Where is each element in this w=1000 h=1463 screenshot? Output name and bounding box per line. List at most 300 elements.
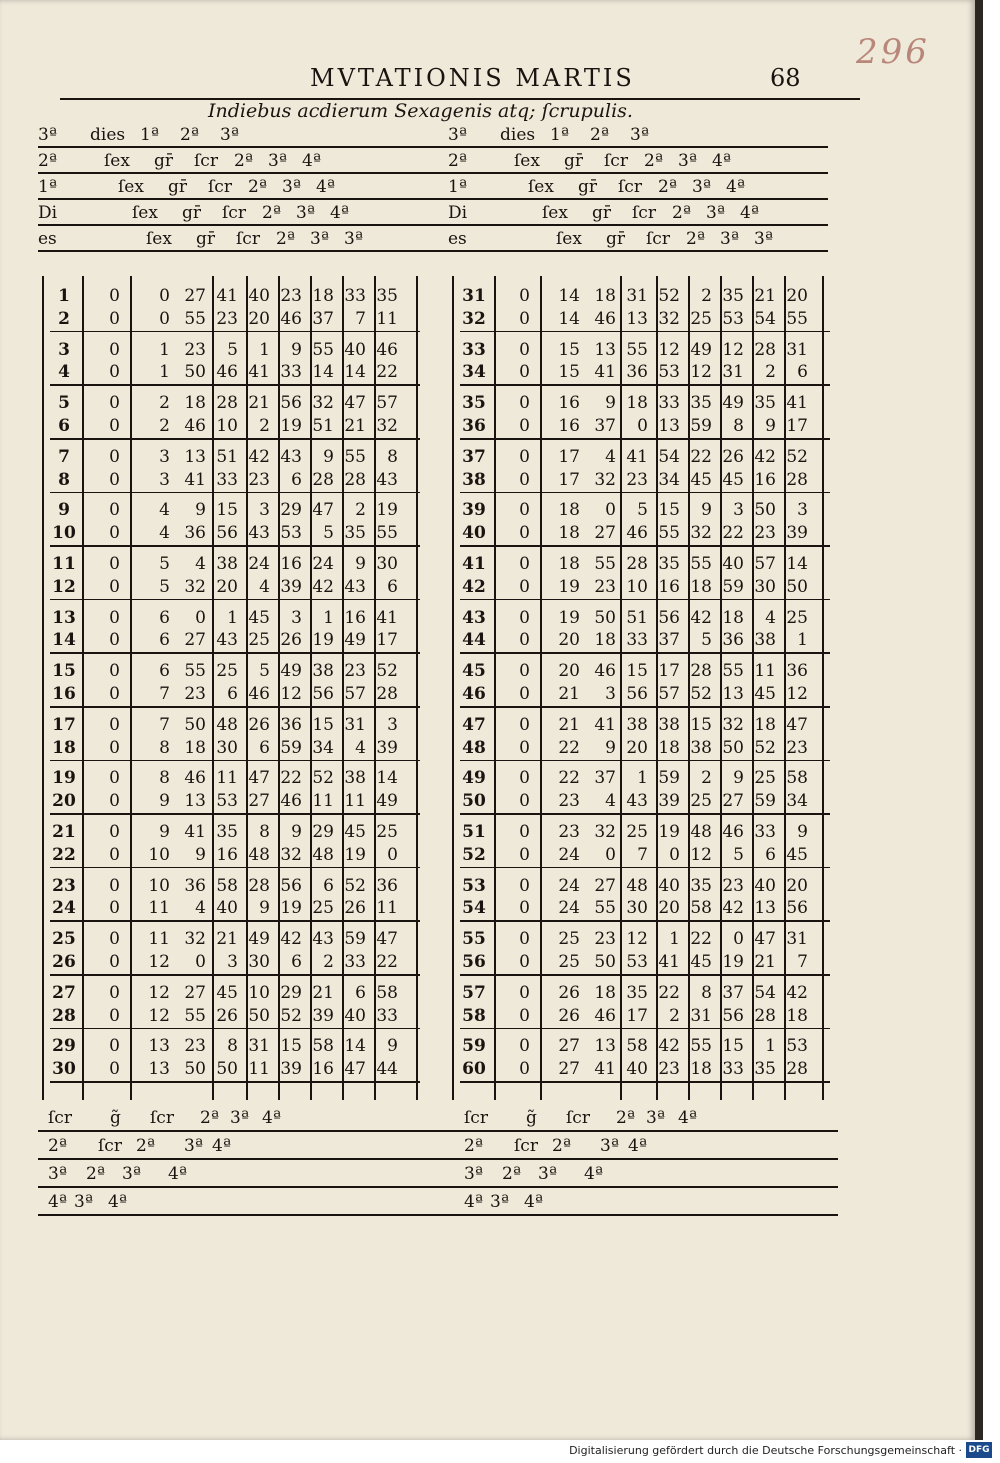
table-cell: 12: [722, 339, 744, 360]
table-cell: 9: [733, 768, 744, 789]
table-cell: 3: [227, 952, 238, 972]
column-rule: [374, 276, 376, 1100]
table-cell: 13: [594, 339, 616, 360]
table-cell: 25: [558, 929, 580, 950]
table-cell: 30: [626, 898, 648, 919]
table-cell: 41: [594, 1059, 616, 1080]
bottom-label-right: 4ª: [464, 1192, 483, 1212]
table-cell: 55: [594, 554, 616, 574]
day-number: 33: [462, 339, 486, 360]
table-cell: 30: [376, 554, 398, 574]
table-cell: 34: [786, 791, 808, 812]
table-cell: 41: [248, 362, 270, 383]
table-cell: 23: [594, 576, 616, 597]
table-cell: 41: [184, 469, 206, 490]
table-cell: 1: [637, 768, 648, 789]
table-cell: 40: [754, 875, 776, 896]
table-cell: 19: [312, 630, 334, 651]
table-cell: 50: [184, 1059, 206, 1080]
table-cell: 25: [558, 952, 580, 972]
table-cell: 6: [259, 737, 270, 758]
group-rule: [50, 492, 420, 494]
table-cell: 50: [184, 362, 206, 383]
header-label-right: ſex: [528, 177, 554, 197]
table-cell: 49: [280, 661, 302, 682]
table-cell: 41: [594, 362, 616, 383]
table-cell: 19: [658, 822, 680, 842]
table-cell: 32: [690, 523, 712, 544]
table-cell: 9: [605, 737, 616, 758]
page-number: 68: [770, 64, 801, 92]
table-cell: 56: [280, 393, 302, 414]
table-cell: 17: [558, 469, 580, 490]
table-cell: 45: [248, 607, 270, 628]
header-rule: [38, 224, 828, 226]
table-cell: 32: [280, 844, 302, 865]
header-label-right: gr̄: [592, 203, 612, 223]
header-label-right: 2ª: [658, 177, 677, 197]
table-cell: 6: [765, 844, 776, 865]
table-cell: 0: [109, 1005, 120, 1026]
day-number: 30: [52, 1059, 76, 1080]
table-cell: 41: [658, 952, 680, 972]
table-cell: 33: [344, 286, 366, 306]
table-cell: 34: [658, 469, 680, 490]
bottom-label: 4ª: [262, 1108, 281, 1128]
table-cell: 38: [344, 768, 366, 789]
table-cell: 9: [387, 1036, 398, 1057]
table-cell: 55: [184, 308, 206, 329]
table-cell: 0: [519, 1059, 530, 1080]
table-cell: 33: [344, 952, 366, 972]
table-cell: 58: [216, 875, 238, 896]
table-cell: 18: [558, 500, 580, 521]
table-cell: 27: [594, 875, 616, 896]
table-cell: 29: [280, 500, 302, 521]
table-cell: 52: [312, 768, 334, 789]
table-cell: 6: [797, 362, 808, 383]
header-label: gr̄: [182, 203, 202, 223]
table-cell: 14: [376, 768, 398, 789]
table-cell: 0: [195, 607, 206, 628]
group-rule: [50, 599, 420, 601]
bottom-label-right: 3ª: [600, 1136, 619, 1156]
header-label: 4ª: [302, 151, 321, 171]
table-cell: 22: [558, 737, 580, 758]
table-cell: 0: [109, 339, 120, 360]
table-cell: 18: [558, 523, 580, 544]
table-cell: 47: [344, 1059, 366, 1080]
table-cell: 56: [312, 684, 334, 704]
footer-bar: [0, 1440, 1000, 1463]
table-cell: 37: [312, 308, 334, 329]
table-cell: 28: [786, 1059, 808, 1080]
table-cell: 12: [690, 362, 712, 383]
table-cell: 30: [754, 576, 776, 597]
table-cell: 25: [786, 607, 808, 628]
table-cell: 35: [658, 554, 680, 574]
table-cell: 11: [148, 898, 170, 919]
bottom-label-right: 4ª: [584, 1164, 603, 1184]
table-cell: 0: [519, 630, 530, 651]
table-cell: 4: [605, 791, 616, 812]
table-cell: 50: [216, 1059, 238, 1080]
table-cell: 0: [109, 1059, 120, 1080]
table-cell: 8: [733, 416, 744, 436]
table-cell: 4: [195, 554, 206, 574]
table-cell: 47: [754, 929, 776, 950]
bottom-label: 3ª: [74, 1192, 93, 1212]
header-label-right: 2ª: [672, 203, 691, 223]
table-cell: 18: [786, 1005, 808, 1026]
table-cell: 54: [658, 446, 680, 467]
table-cell: 17: [658, 661, 680, 682]
table-cell: 55: [376, 523, 398, 544]
header-label-right: 3ª: [706, 203, 725, 223]
table-cell: 51: [216, 446, 238, 467]
table-cell: 32: [594, 822, 616, 842]
table-cell: 0: [519, 982, 530, 1003]
table-cell: 0: [109, 308, 120, 329]
bottom-rule: [38, 1130, 838, 1132]
header-label-right: 1ª: [550, 125, 569, 145]
day-number: 7: [58, 446, 70, 467]
table-cell: 8: [227, 1036, 238, 1057]
table-cell: 31: [786, 929, 808, 950]
table-cell: 36: [184, 523, 206, 544]
table-cell: 16: [280, 554, 302, 574]
table-cell: 22: [280, 768, 302, 789]
table-cell: 21: [216, 929, 238, 950]
table-cell: 43: [280, 446, 302, 467]
day-number: 29: [52, 1036, 76, 1057]
table-cell: 3: [387, 714, 398, 735]
table-cell: 14: [344, 1036, 366, 1057]
table-cell: 0: [109, 469, 120, 490]
group-rule: [460, 706, 830, 708]
table-cell: 22: [376, 362, 398, 383]
table-cell: 0: [109, 684, 120, 704]
table-cell: 32: [312, 393, 334, 414]
header-label-right: Di: [448, 203, 468, 223]
table-cell: 8: [259, 822, 270, 842]
table-cell: 35: [754, 1059, 776, 1080]
table-cell: 16: [754, 469, 776, 490]
header-label: es: [38, 229, 57, 249]
table-cell: 0: [519, 339, 530, 360]
table-cell: 19: [280, 898, 302, 919]
table-cell: 41: [184, 822, 206, 842]
table-cell: 55: [312, 339, 334, 360]
table-cell: 21: [754, 286, 776, 306]
group-rule: [460, 867, 830, 869]
table-cell: 6: [323, 875, 334, 896]
table-cell: 46: [594, 1005, 616, 1026]
table-cell: 38: [626, 714, 648, 735]
table-cell: 22: [690, 929, 712, 950]
group-rule: [50, 867, 420, 869]
table-cell: 9: [259, 898, 270, 919]
table-cell: 20: [558, 630, 580, 651]
header-label: 3ª: [310, 229, 329, 249]
table-cell: 36: [376, 875, 398, 896]
table-cell: 27: [184, 286, 206, 306]
table-cell: 3: [797, 500, 808, 521]
bottom-label: 3ª: [230, 1108, 249, 1128]
table-cell: 0: [109, 875, 120, 896]
table-cell: 23: [594, 929, 616, 950]
table-cell: 50: [594, 952, 616, 972]
table-cell: 20: [626, 737, 648, 758]
table-cell: 28: [376, 684, 398, 704]
table-cell: 6: [159, 630, 170, 651]
table-cell: 35: [690, 393, 712, 414]
table-cell: 18: [594, 982, 616, 1003]
group-rule: [50, 813, 420, 815]
group-rule: [50, 1081, 420, 1083]
table-cell: 54: [754, 982, 776, 1003]
header-label-right: ſcr: [618, 177, 642, 197]
bottom-label-right: 4ª: [524, 1192, 543, 1212]
table-cell: 40: [344, 339, 366, 360]
group-rule: [50, 1028, 420, 1030]
column-rule: [822, 276, 824, 1100]
table-cell: 41: [626, 446, 648, 467]
table-cell: 45: [690, 952, 712, 972]
table-cell: 28: [312, 469, 334, 490]
table-cell: 36: [786, 661, 808, 682]
table-cell: 7: [797, 952, 808, 972]
table-cell: 23: [786, 737, 808, 758]
table-cell: 46: [184, 768, 206, 789]
column-rule: [342, 276, 344, 1100]
table-cell: 27: [184, 982, 206, 1003]
table-cell: 42: [312, 576, 334, 597]
table-cell: 0: [109, 714, 120, 735]
day-number: 5: [58, 393, 70, 414]
day-number: 17: [52, 714, 76, 735]
table-cell: 0: [109, 630, 120, 651]
table-cell: 27: [248, 791, 270, 812]
table-cell: 4: [355, 737, 366, 758]
table-cell: 0: [109, 844, 120, 865]
header-label-right: dies: [500, 125, 536, 145]
table-cell: 36: [626, 362, 648, 383]
table-cell: 39: [280, 1059, 302, 1080]
bottom-label-right: 2ª: [464, 1136, 483, 1156]
table-cell: 2: [159, 416, 170, 436]
table-cell: 27: [558, 1059, 580, 1080]
bottom-label: 3ª: [184, 1136, 203, 1156]
table-cell: 39: [280, 576, 302, 597]
header-label: ſex: [118, 177, 144, 197]
table-cell: 23: [344, 661, 366, 682]
table-cell: 52: [376, 661, 398, 682]
header-label: 3ª: [38, 125, 57, 145]
table-cell: 9: [605, 393, 616, 414]
table-cell: 38: [690, 737, 712, 758]
table-cell: 16: [558, 416, 580, 436]
table-cell: 15: [312, 714, 334, 735]
day-number: 32: [462, 308, 486, 329]
table-cell: 41: [786, 393, 808, 414]
header-label: gr̄: [168, 177, 188, 197]
column-rule: [494, 276, 496, 1100]
table-cell: 24: [312, 554, 334, 574]
table-cell: 42: [690, 607, 712, 628]
table-cell: 46: [184, 416, 206, 436]
group-rule: [50, 706, 420, 708]
table-cell: 4: [765, 607, 776, 628]
table-cell: 0: [519, 500, 530, 521]
day-number: 47: [462, 714, 486, 735]
table-cell: 42: [280, 929, 302, 950]
table-cell: 35: [344, 523, 366, 544]
day-number: 34: [462, 362, 486, 383]
table-cell: 46: [280, 308, 302, 329]
column-rule: [720, 276, 722, 1100]
bottom-label-right: 3ª: [490, 1192, 509, 1212]
day-number: 27: [52, 982, 76, 1003]
table-cell: 48: [626, 875, 648, 896]
table-cell: 1: [765, 1036, 776, 1057]
table-cell: 32: [184, 576, 206, 597]
table-cell: 53: [626, 952, 648, 972]
table-cell: 46: [216, 362, 238, 383]
table-cell: 45: [786, 844, 808, 865]
table-cell: 2: [259, 416, 270, 436]
table-cell: 28: [754, 1005, 776, 1026]
table-cell: 17: [558, 446, 580, 467]
table-cell: 5: [637, 500, 648, 521]
table-cell: 8: [159, 768, 170, 789]
header-label: 1ª: [140, 125, 159, 145]
table-cell: 0: [109, 661, 120, 682]
header-label: ſcr: [222, 203, 246, 223]
table-cell: 36: [280, 714, 302, 735]
table-cell: 28: [344, 469, 366, 490]
bottom-rule: [38, 1186, 838, 1188]
table-cell: 18: [594, 286, 616, 306]
table-cell: 6: [159, 661, 170, 682]
day-number: 25: [52, 929, 76, 950]
table-cell: 39: [658, 791, 680, 812]
day-number: 50: [462, 791, 486, 812]
group-rule: [460, 1028, 830, 1030]
table-cell: 52: [344, 875, 366, 896]
table-cell: 50: [248, 1005, 270, 1026]
table-cell: 6: [291, 952, 302, 972]
table-cell: 0: [519, 661, 530, 682]
table-cell: 22: [722, 523, 744, 544]
column-rule: [212, 276, 214, 1100]
table-cell: 28: [626, 554, 648, 574]
table-cell: 49: [722, 393, 744, 414]
table-cell: 5: [733, 844, 744, 865]
table-cell: 0: [109, 737, 120, 758]
table-cell: 18: [626, 393, 648, 414]
day-number: 38: [462, 469, 486, 490]
day-number: 12: [52, 576, 76, 597]
table-cell: 46: [722, 822, 744, 842]
table-cell: 8: [387, 446, 398, 467]
table-cell: 0: [109, 929, 120, 950]
bottom-label: 2ª: [86, 1164, 105, 1184]
column-rule: [278, 276, 280, 1100]
table-cell: 0: [109, 416, 120, 436]
group-rule: [460, 920, 830, 922]
table-cell: 0: [519, 822, 530, 842]
table-cell: 48: [248, 844, 270, 865]
table-cell: 33: [626, 630, 648, 651]
table-cell: 15: [558, 339, 580, 360]
table-cell: 57: [658, 684, 680, 704]
day-number: 24: [52, 898, 76, 919]
table-cell: 21: [312, 982, 334, 1003]
table-cell: 35: [722, 286, 744, 306]
table-cell: 15: [658, 500, 680, 521]
table-cell: 31: [626, 286, 648, 306]
table-cell: 29: [312, 822, 334, 842]
table-cell: 23: [658, 1059, 680, 1080]
day-number: 15: [52, 661, 76, 682]
table-cell: 2: [701, 286, 712, 306]
table-cell: 17: [376, 630, 398, 651]
table-cell: 24: [558, 875, 580, 896]
table-cell: 58: [626, 1036, 648, 1057]
bottom-label: 2ª: [136, 1136, 155, 1156]
table-cell: 31: [344, 714, 366, 735]
table-cell: 32: [184, 929, 206, 950]
header-label-right: ſcr: [646, 229, 670, 249]
table-cell: 10: [148, 844, 170, 865]
table-cell: 55: [594, 898, 616, 919]
header-label-right: gr̄: [564, 151, 584, 171]
table-cell: 28: [216, 393, 238, 414]
table-cell: 43: [216, 630, 238, 651]
group-rule: [50, 331, 420, 333]
table-cell: 47: [312, 500, 334, 521]
header-label-right: 2ª: [590, 125, 609, 145]
table-cell: 25: [690, 791, 712, 812]
table-cell: 33: [658, 393, 680, 414]
bottom-label-right: 4ª: [678, 1108, 697, 1128]
table-cell: 14: [344, 362, 366, 383]
table-cell: 8: [159, 737, 170, 758]
table-cell: 25: [626, 822, 648, 842]
header-label: 2ª: [262, 203, 281, 223]
table-cell: 18: [184, 737, 206, 758]
table-cell: 40: [626, 1059, 648, 1080]
group-rule: [50, 652, 420, 654]
table-cell: 16: [344, 607, 366, 628]
day-number: 20: [52, 791, 76, 812]
day-number: 2: [58, 308, 70, 329]
table-cell: 0: [195, 952, 206, 972]
group-rule: [460, 384, 830, 386]
header-label: 2ª: [234, 151, 253, 171]
table-cell: 36: [184, 875, 206, 896]
table-cell: 25: [312, 898, 334, 919]
table-cell: 14: [786, 554, 808, 574]
table-cell: 0: [519, 844, 530, 865]
table-cell: 43: [312, 929, 334, 950]
table-cell: 9: [291, 822, 302, 842]
table-cell: 51: [626, 607, 648, 628]
table-cell: 6: [159, 607, 170, 628]
table-cell: 23: [216, 308, 238, 329]
column-rule: [784, 276, 786, 1100]
